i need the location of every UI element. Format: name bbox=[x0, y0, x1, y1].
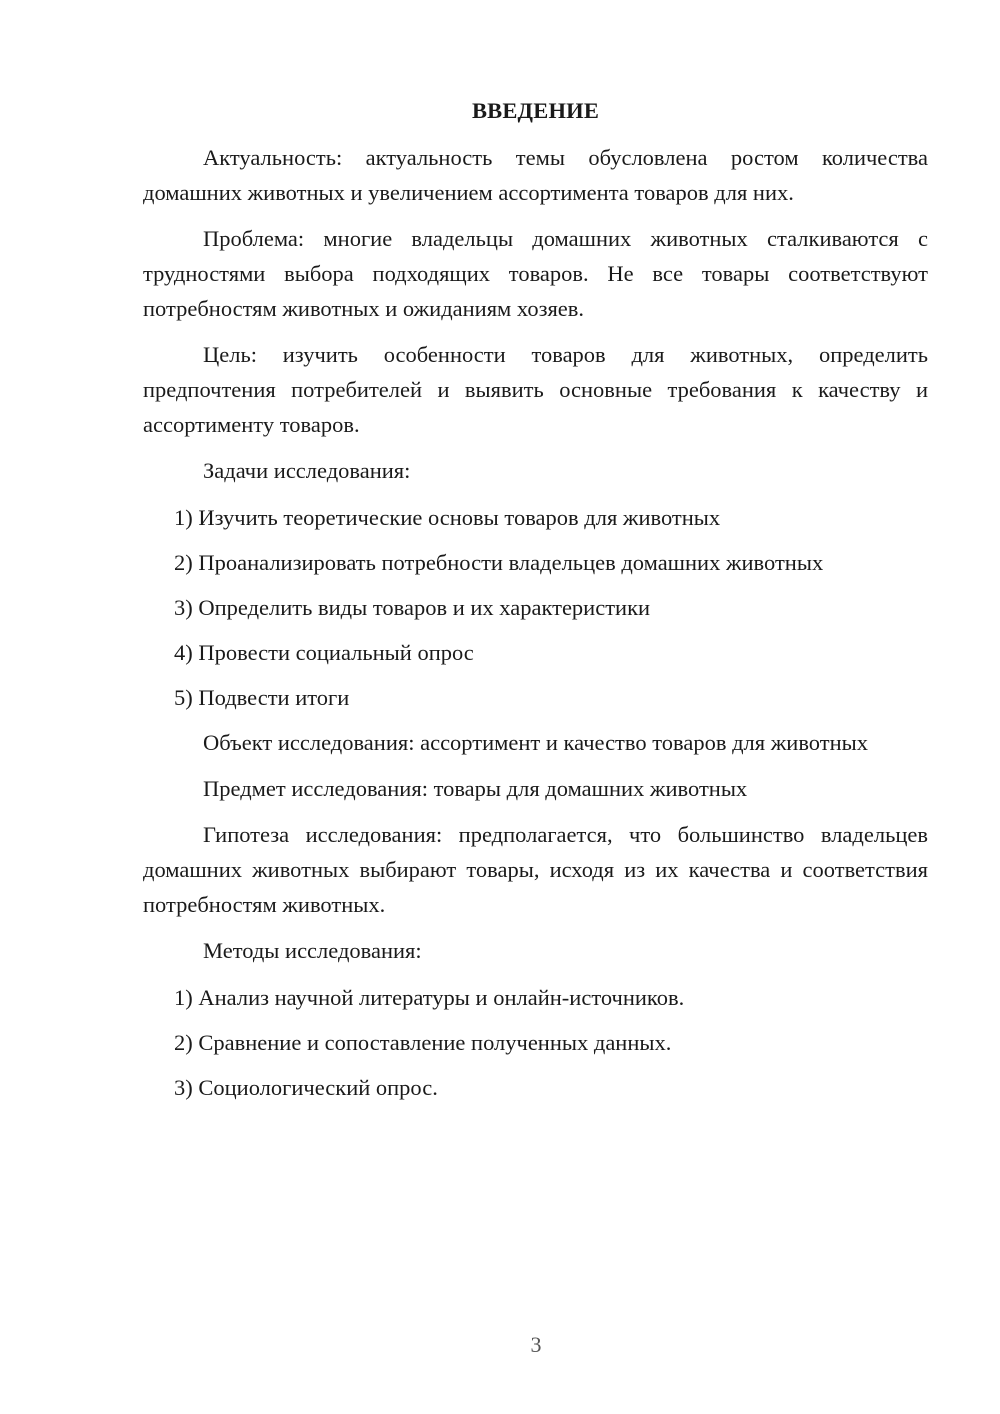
method-item: 1) Анализ научной литературы и онлайн-источников. bbox=[174, 985, 685, 1010]
hypothesis-paragraph: Гипотеза исследования: предполагается, что большинство владельцев домашних животных выбирают товары, исходя из их качества и соответствия потребностям животных. bbox=[143, 822, 928, 917]
task-item: 1) Изучить теоретические основы товаров для животных bbox=[174, 505, 721, 530]
method-item: 2) Сравнение и сопоставление полученных данных. bbox=[174, 1030, 672, 1055]
method-item: 3) Социологический опрос. bbox=[174, 1075, 438, 1100]
task-item: 3) Определить виды товаров и их характеристики bbox=[174, 595, 651, 620]
object-paragraph: Объект исследования: ассортимент и качество товаров для животных bbox=[203, 730, 868, 755]
methods-label: Методы исследования: bbox=[203, 938, 422, 963]
section-heading: ВВЕДЕНИЕ bbox=[471, 98, 600, 123]
goal-paragraph: Цель: изучить особенности товаров для животных, определить предпочтения потребителей и выявить основные требования к качеству и ассортименту товаров. bbox=[143, 342, 928, 437]
task-item: 2) Проанализировать потребности владельцев домашних животных bbox=[174, 550, 824, 575]
page-content bbox=[143, 96, 928, 1115]
task-item: 4) Провести социальный опрос bbox=[174, 640, 474, 665]
relevance-paragraph: Актуальность: актуальность темы обусловлена ростом количества домашних животных и увеличением ассортимента товаров для них. bbox=[143, 145, 928, 205]
page-number: 3 bbox=[530, 1332, 542, 1357]
tasks-list bbox=[143, 500, 928, 715]
tasks-label: Задачи исследования: bbox=[203, 458, 411, 483]
methods-list bbox=[143, 980, 928, 1105]
subject-paragraph: Предмет исследования: товары для домашних животных bbox=[203, 776, 748, 801]
problem-paragraph: Проблема: многие владельцы домашних животных сталкиваются с трудностями выбора подходящих товаров. Не все товары соответствуют потребностям животных и ожиданиям хозяев. bbox=[143, 226, 928, 321]
task-item: 5) Подвести итоги bbox=[174, 685, 350, 710]
